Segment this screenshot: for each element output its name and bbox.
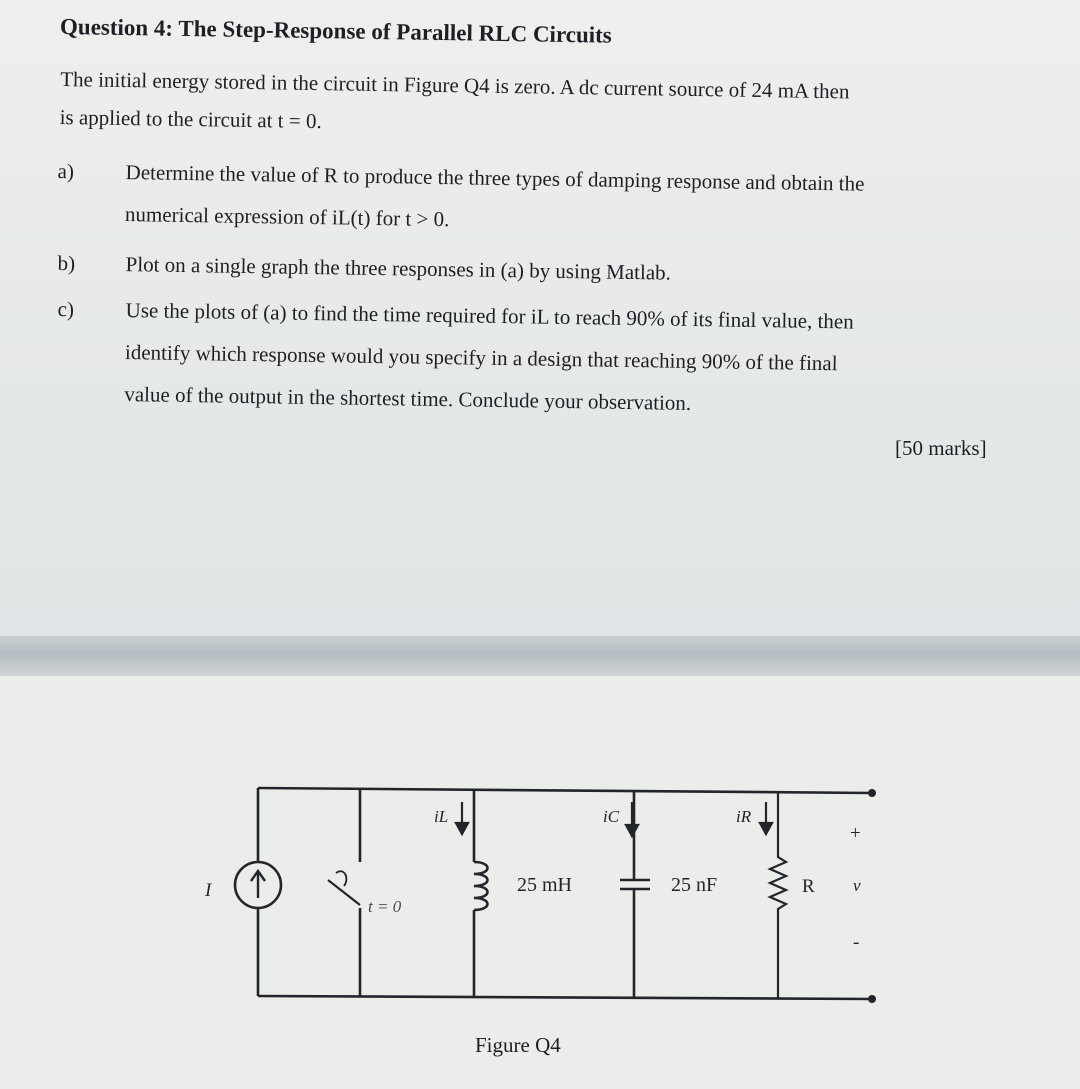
bottom-wire xyxy=(258,996,872,999)
part-a-line-1: Determine the value of R to produce the three types of damping response and obtain the xyxy=(125,160,865,196)
resistor-label: R xyxy=(802,876,815,897)
minus-sign: - xyxy=(853,932,860,953)
capacitor-value: 25 nF xyxy=(671,874,718,896)
il-arrowhead-icon xyxy=(456,823,468,834)
capacitor-plates-icon xyxy=(620,880,650,889)
intro-line-1: The initial energy stored in the circuit in Figure Q4 is zero. A dc current source of 24 mA then xyxy=(60,67,850,104)
part-a-label: a) xyxy=(57,158,75,184)
source-label: I xyxy=(205,880,212,901)
il-label: iL xyxy=(434,807,449,826)
part-b-line-1: Plot on a single graph the three responses in (a) by using Matlab. xyxy=(125,252,672,285)
switch-label: t = 0 xyxy=(368,897,402,916)
figure-caption: Figure Q4 xyxy=(475,1033,561,1057)
top-terminal-dot xyxy=(868,789,876,797)
switch-blade-icon xyxy=(328,880,360,905)
question-title: Question 4: The Step-Response of Parallel RLC Circuits xyxy=(59,14,612,48)
part-c-line-2: identify which response would you specify in a design that reaching 90% of the final xyxy=(124,340,838,376)
ic-label: iC xyxy=(603,807,620,826)
bottom-terminal-dot xyxy=(868,995,876,1003)
switch-arc-icon xyxy=(336,871,346,886)
ir-arrowhead-icon xyxy=(760,823,772,834)
part-a-line-2: numerical expression of iL(t) for t > 0. xyxy=(124,202,450,232)
top-wire xyxy=(258,788,872,793)
voltage-label: v xyxy=(853,876,861,895)
inductor-coil-icon xyxy=(474,862,488,910)
inductor-value: 25 mH xyxy=(517,874,572,896)
ic-arrowhead-icon xyxy=(626,825,638,836)
intro-line-2: is applied to the circuit at t = 0. xyxy=(59,104,322,134)
part-b-label: b) xyxy=(57,250,76,276)
plus-sign: + xyxy=(850,823,861,844)
part-c-label: c) xyxy=(57,296,75,322)
ir-label: iR xyxy=(736,807,752,826)
marks-label: [50 marks] xyxy=(895,436,987,460)
part-c-line-3: value of the output in the shortest time. Conclude your observation. xyxy=(124,382,692,415)
part-c-line-1: Use the plots of (a) to find the time required for iL to reach 90% of its final value, then xyxy=(125,298,854,334)
